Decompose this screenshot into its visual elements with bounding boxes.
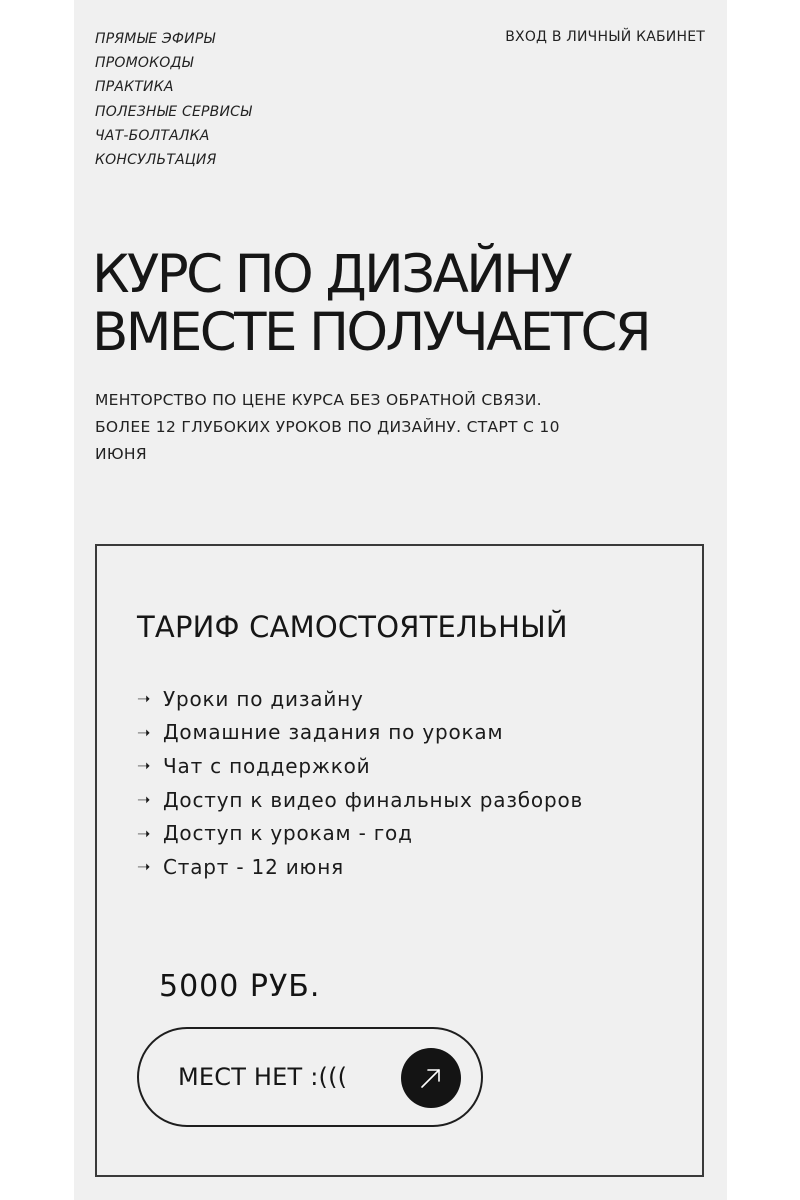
feature-text: Домашние задания по урокам xyxy=(163,720,504,745)
feature-item xyxy=(137,749,583,783)
page-title-line-2: ВМЕСТЕ ПОЛУЧАЕТСЯ xyxy=(92,302,650,363)
page-title xyxy=(92,246,722,362)
arrow-right-icon: ➝ xyxy=(137,756,152,776)
feature-item xyxy=(137,716,583,750)
nav-item-useful-services[interactable]: ПОЛЕЗНЫЕ СЕРВИСЫ xyxy=(95,103,252,120)
arrow-right-icon: ➝ xyxy=(137,790,152,810)
feature-text: Доступ к видео финальных разборов xyxy=(163,787,584,812)
tariff-price: 5000 РУБ. xyxy=(159,969,321,1004)
feature-text: Доступ к урокам - год xyxy=(163,821,413,846)
no-seats-button-label: МЕСТ НЕТ :((( xyxy=(178,1063,348,1091)
feature-text: Уроки по дизайну xyxy=(163,686,364,711)
arrow-right-icon: ➝ xyxy=(137,722,152,742)
arrow-right-icon: ➝ xyxy=(137,823,152,843)
arrow-up-right-icon[interactable] xyxy=(401,1048,461,1108)
feature-item xyxy=(137,783,583,817)
no-seats-button[interactable] xyxy=(137,1027,483,1127)
tariff-features-list xyxy=(137,682,583,884)
login-link[interactable]: ВХОД В ЛИЧНЫЙ КАБИНЕТ xyxy=(505,29,705,45)
main-nav xyxy=(95,27,252,172)
page-title-line-1: КУРС ПО ДИЗАЙНУ xyxy=(92,244,571,305)
page-screen xyxy=(74,0,727,1200)
feature-item xyxy=(137,816,583,850)
nav-item-live-streams[interactable]: ПРЯМЫЕ ЭФИРЫ xyxy=(95,31,216,47)
feature-text: Старт - 12 июня xyxy=(163,854,344,879)
feature-item xyxy=(137,682,583,716)
arrow-right-icon: ➝ xyxy=(137,857,152,877)
feature-item xyxy=(137,850,583,884)
arrow-right-icon: ➝ xyxy=(137,689,152,709)
hero-subtitle: МЕНТОРСТВО ПО ЦЕНЕ КУРСА БЕЗ ОБРАТНОЙ СВЯЗИ. БОЛЕЕ 12 ГЛУБОКИХ УРОКОВ ПО ДИЗАЙНУ. СТАРТ С 10 ИЮНЯ xyxy=(95,391,560,463)
feature-text: Чат с поддержкой xyxy=(163,753,371,778)
nav-item-chat[interactable]: ЧАТ-БОЛТАЛКА xyxy=(95,127,210,144)
tariff-title: ТАРИФ САМОСТОЯТЕЛЬНЫЙ xyxy=(137,610,568,644)
nav-item-promocodes[interactable]: ПРОМОКОДЫ xyxy=(95,55,194,72)
nav-item-consultation[interactable]: КОНСУЛЬТАЦИЯ xyxy=(95,152,217,169)
nav-item-practice[interactable]: ПРАКТИКА xyxy=(95,79,174,96)
tariff-card xyxy=(95,544,704,1177)
